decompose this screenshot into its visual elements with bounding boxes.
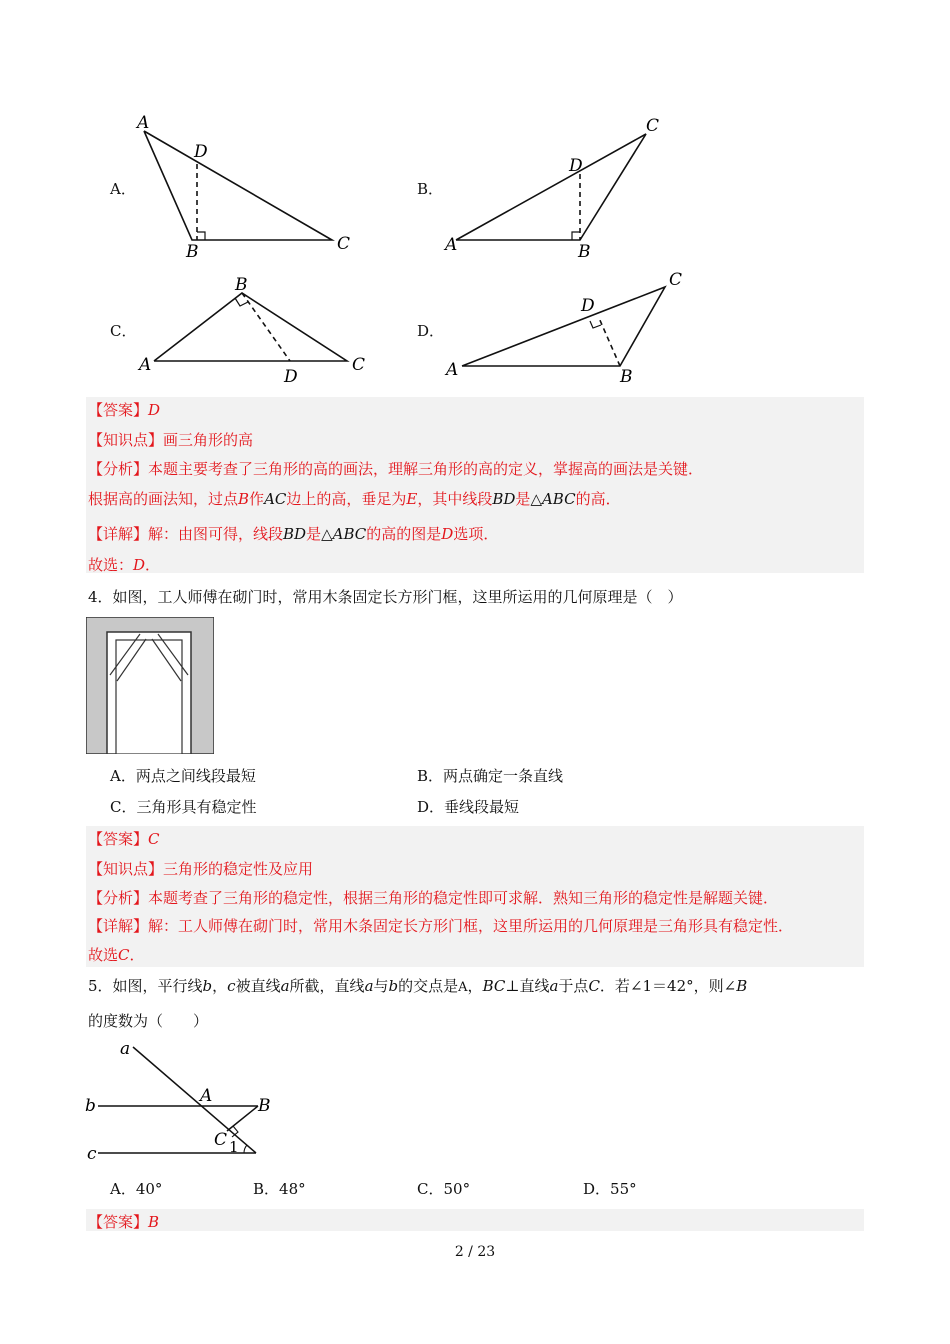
text: 解：由图可得，线段: [148, 525, 284, 543]
fig-a-label-D: D: [194, 142, 208, 162]
text: ．若: [599, 977, 630, 995]
fig-label-A: A: [200, 1086, 213, 1106]
answer-tag: 【答案】: [88, 1213, 149, 1231]
math: A: [458, 980, 468, 995]
option-text: 三角形具有稳定性: [136, 798, 257, 816]
text: 是: [306, 525, 322, 543]
fig-label-C: C: [214, 1130, 228, 1150]
fig-label-b: b: [85, 1096, 96, 1116]
kp-value: 三角形的稳定性及应用: [163, 860, 314, 878]
q5-option-c: [417, 1178, 470, 1199]
q4-conclusion: [88, 944, 145, 965]
math: D: [133, 556, 146, 574]
q3-figures: [0, 0, 950, 400]
detail-tag: 【详解】: [88, 917, 149, 935]
triangle-c: [154, 293, 347, 361]
triangle-b: [456, 134, 646, 240]
text: 选项．: [453, 525, 499, 543]
q4-option-b: [417, 765, 563, 786]
option-label: A．: [110, 1180, 136, 1198]
kp-tag: 【知识点】: [88, 431, 164, 449]
answer-tag: 【答案】: [88, 830, 149, 848]
fig-a-label-A: A: [137, 113, 150, 133]
q5-solution-panel: [86, 1209, 864, 1231]
q5-option-a: [110, 1178, 162, 1199]
text: 5．如图，平行线: [88, 977, 203, 995]
right-angle-a: [197, 232, 205, 240]
fig-b-label-C: C: [646, 116, 660, 136]
right-angle-d: [590, 321, 601, 328]
text: 被直线: [235, 977, 281, 995]
altitude-c: [242, 293, 290, 361]
text: 所截，直线: [289, 977, 365, 995]
math: a: [364, 977, 374, 995]
text: 直线: [519, 977, 550, 995]
fig-label-a: a: [120, 1039, 131, 1059]
q5-answer: [88, 1211, 159, 1232]
math: a: [280, 977, 290, 995]
text: 于点: [558, 977, 589, 995]
q4-option-a: [110, 765, 256, 786]
triangle-d: [462, 287, 665, 366]
math: D: [441, 525, 454, 543]
text: ．: [145, 556, 161, 574]
math: b: [202, 977, 213, 995]
option-label: A．: [110, 767, 136, 785]
text: ，: [467, 977, 483, 995]
math: c: [227, 977, 236, 995]
math: ∠B: [723, 977, 748, 995]
fig-b-label-A: A: [445, 235, 458, 255]
text: 故选: [88, 946, 119, 964]
q3-analysis: [88, 458, 703, 479]
option-label: B．: [417, 767, 444, 785]
q4-question: 4．如图，工人师傅在砌门时，常用木条固定长方形门框，这里所运用的几何原理是（ ）: [88, 588, 683, 606]
option-label: B．: [253, 1180, 280, 1198]
math: E: [406, 490, 418, 508]
math: ∠1＝42°: [629, 977, 694, 995]
option-text: 48°: [279, 1180, 306, 1198]
q5-question: [88, 975, 747, 996]
answer-value: D: [148, 401, 161, 419]
q3-analysis-line2: [88, 488, 621, 509]
fig-c-label-D: D: [284, 367, 298, 387]
math: △ABC: [321, 525, 367, 543]
fig-label-c: c: [87, 1144, 97, 1164]
fig-b-label-B: B: [578, 242, 591, 262]
option-label: C．: [417, 1180, 444, 1198]
q3-option-c-label: C．: [110, 322, 137, 340]
q3-detail: [88, 523, 498, 544]
text: ，则: [693, 977, 724, 995]
math: B: [238, 490, 250, 508]
text: 与: [373, 977, 389, 995]
math: BD: [492, 490, 516, 508]
math: a: [549, 977, 559, 995]
text: 的高的图是: [366, 525, 442, 543]
text: ．: [129, 946, 145, 964]
fig-d-label-B: B: [620, 367, 633, 387]
kp-value: 画三角形的高: [163, 431, 254, 449]
analysis-text: 本题主要考查了三角形的高的画法，理解三角形的高的定义，掌握高的画法是关键．: [148, 460, 704, 478]
q4-option-d: [417, 796, 519, 817]
page-number: 2 / 23: [454, 1244, 496, 1260]
text: 作: [249, 490, 265, 508]
q4-option-c: [110, 796, 257, 817]
door-frame: [116, 640, 182, 754]
answer-value: C: [148, 830, 160, 848]
fig-label-1: 1: [229, 1138, 239, 1156]
text: 是: [515, 490, 531, 508]
text: 的交点是: [398, 977, 459, 995]
kp-tag: 【知识点】: [88, 860, 164, 878]
figure-d: [462, 287, 665, 366]
q3-solution-panel: [86, 397, 864, 573]
figure-a: [144, 131, 332, 240]
altitude-d: [599, 318, 620, 366]
angle-1-arc: [244, 1145, 247, 1153]
option-text: 50°: [443, 1180, 471, 1198]
fig-label-B: B: [258, 1096, 271, 1116]
fig-b-label-D: D: [569, 156, 583, 176]
fig-c-label-A: A: [139, 355, 152, 375]
q4-answer: [88, 828, 160, 849]
option-label: C．: [110, 798, 137, 816]
q4-detail: [88, 915, 793, 936]
text: ，其中线段: [417, 490, 493, 508]
analysis-text: 本题考查了三角形的稳定性，根据三角形的稳定性即可求解．熟知三角形的稳定性是解题关键．: [148, 889, 779, 907]
math: BD: [283, 525, 307, 543]
q3-option-b-label: B．: [417, 180, 444, 198]
fig-c-label-B: B: [235, 275, 248, 295]
text: 根据高的画法知，过点: [88, 490, 239, 508]
q4-analysis: [88, 887, 778, 908]
text: 边上的高，垂足为: [286, 490, 407, 508]
math: C: [118, 946, 130, 964]
math: ⊥: [505, 977, 520, 995]
option-text: 两点确定一条直线: [443, 767, 564, 785]
q3-option-a-label: A．: [110, 180, 136, 198]
q5-question-line2: 的度数为（ ）: [88, 1012, 209, 1030]
figure-c: [154, 293, 347, 361]
q3-conclusion: [88, 554, 160, 575]
text: 的高．: [575, 490, 621, 508]
math: AC: [264, 490, 287, 508]
math: C: [588, 977, 600, 995]
q4-knowledge-point: [88, 858, 313, 879]
analysis-tag: 【分析】: [88, 889, 149, 907]
fig-d-label-C: C: [669, 270, 683, 290]
option-text: 两点之间线段最短: [135, 767, 256, 785]
option-text: 40°: [135, 1180, 163, 1198]
answer-tag: 【答案】: [88, 401, 149, 419]
q3-knowledge-point: [88, 429, 253, 450]
right-angle-b: [572, 232, 580, 240]
q5-figure: [80, 1035, 300, 1165]
segment-bc: [227, 1106, 258, 1131]
q4-door-figure: [86, 617, 214, 754]
fig-c-label-C: C: [352, 355, 366, 375]
option-label: D．: [583, 1180, 611, 1198]
option-text: 垂线段最短: [444, 798, 520, 816]
math: b: [388, 977, 399, 995]
text: ，: [212, 977, 228, 995]
option-label: D．: [417, 798, 445, 816]
fig-d-label-D: D: [581, 296, 595, 316]
q3-answer: [88, 399, 160, 420]
detail-tag: 【详解】: [88, 525, 149, 543]
answer-value: B: [148, 1213, 160, 1231]
fig-a-label-C: C: [337, 234, 351, 254]
q5-option-b: [253, 1178, 306, 1199]
option-text: 55°: [610, 1180, 637, 1198]
triangle-a: [144, 131, 332, 240]
analysis-tag: 【分析】: [88, 460, 149, 478]
q5-option-d: [583, 1178, 637, 1199]
math: △ABC: [530, 490, 576, 508]
detail-text: 解：工人师傅在砌门时，常用木条固定长方形门框，这里所运用的几何原理是三角形具有稳定性．: [148, 917, 794, 935]
figure-b: [456, 134, 646, 240]
text: 故选：: [88, 556, 134, 574]
fig-a-label-B: B: [186, 242, 199, 262]
q3-option-d-label: D．: [417, 322, 445, 340]
fig-d-label-A: A: [446, 360, 459, 380]
right-angle-c: [235, 298, 248, 306]
math: BC: [482, 977, 506, 995]
